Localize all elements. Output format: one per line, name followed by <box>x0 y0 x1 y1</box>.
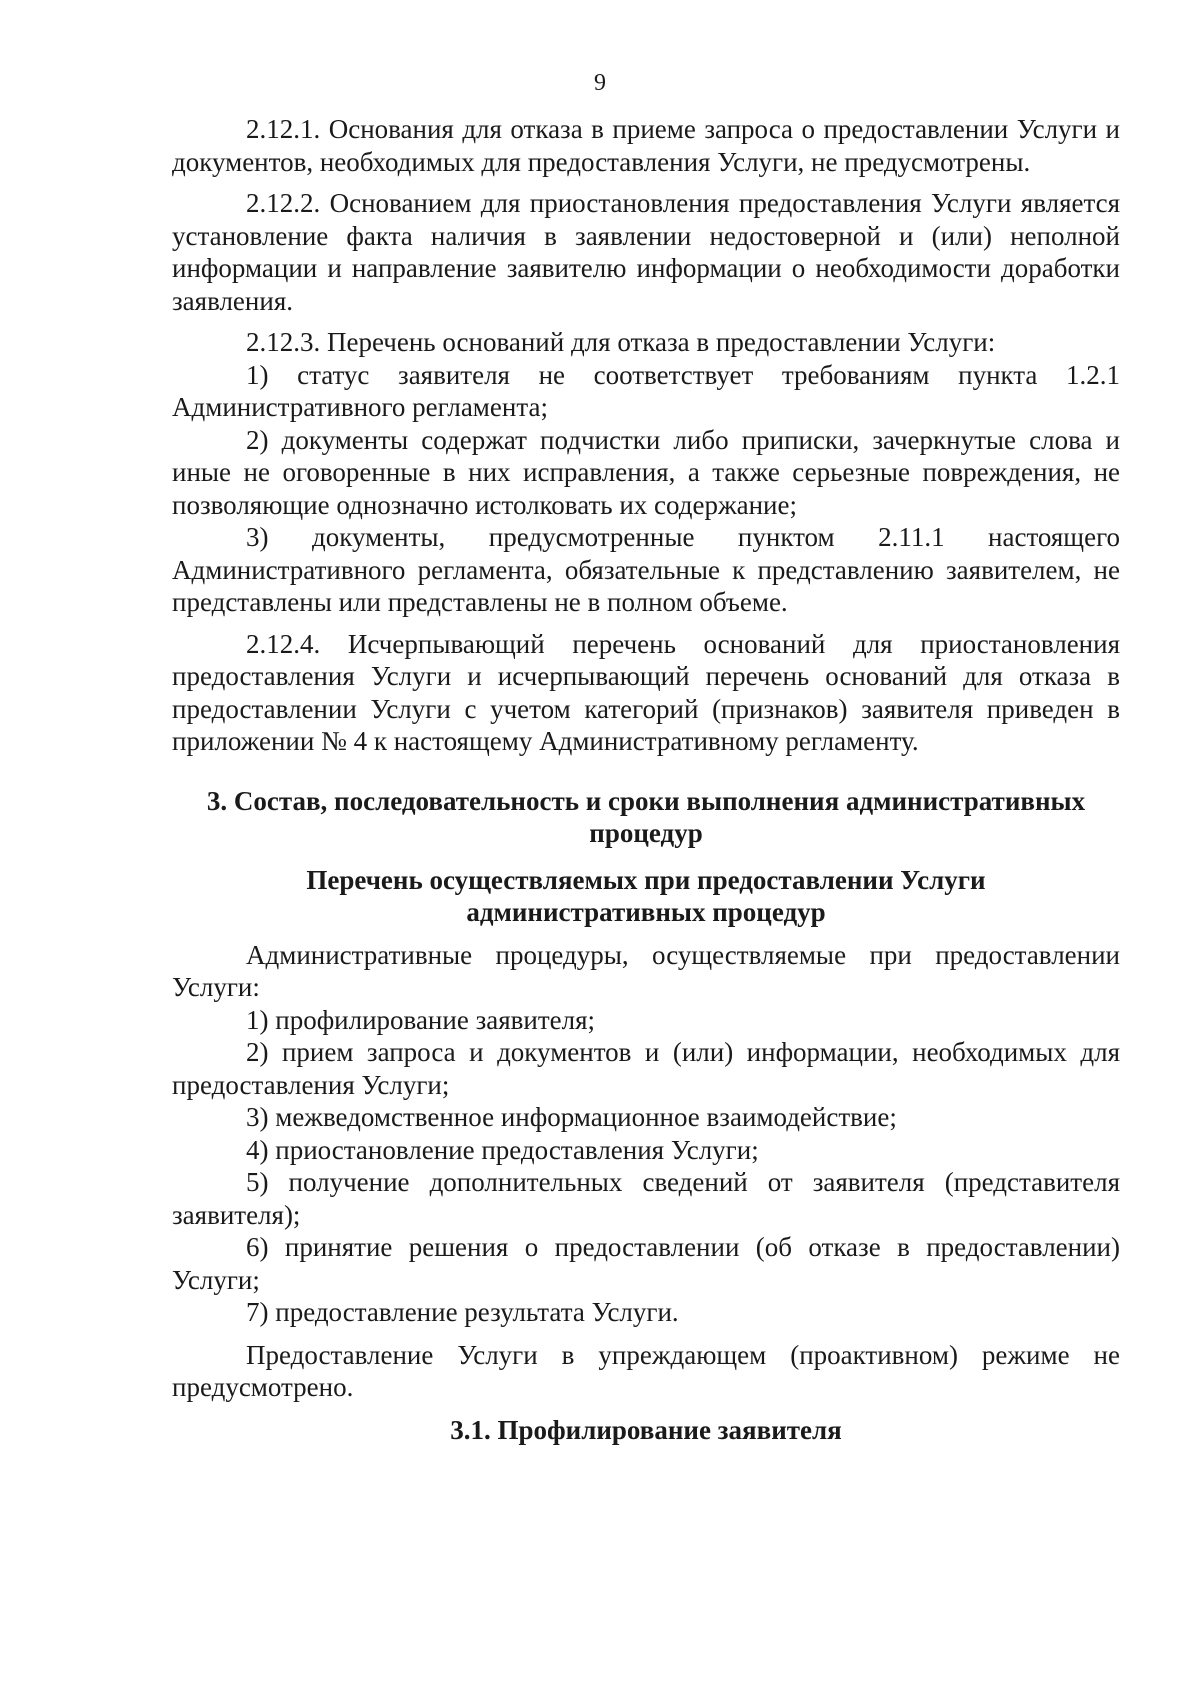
procedure-item: 2) прием запроса и документов и (или) информации, необходимых для предоставления Услуги; <box>172 1037 1120 1100</box>
page-number: 9 <box>594 70 606 96</box>
procedure-item: 4) приостановление предоставления Услуги; <box>246 1134 759 1165</box>
procedures-intro: Административные процедуры, осуществляемые при предоставлении Услуги: <box>172 939 1120 1002</box>
next-section-heading: 3.1. Профилирование заявителя <box>450 1414 842 1445</box>
list-item-refusal-1: 1) статус заявителя не соответствует требованиям пункта 1.2.1 Административного регламента; <box>172 359 1120 422</box>
page-body <box>172 113 1120 1446</box>
paragraph-2-12-3: 2.12.3. Перечень оснований для отказа в предоставлении Услуги: <box>246 327 996 357</box>
procedure-item: 7) предоставление результата Услуги. <box>246 1297 679 1327</box>
paragraph-2-12-4: 2.12.4. Исчерпывающий перечень оснований для приостановления предоставления Услуги и исчерпывающий перечень оснований для отказа в предоставлении Услуги с учетом категорий (признаков) заявителя приведен в приложении № 4 к настоящему Административному регламенту. <box>172 628 1120 756</box>
paragraph-2-12-2: 2.12.2. Основанием для приостановления предоставления Услуги является установление факта наличия в заявлении недостоверной и (или) неполной информации и направление заявителю информации о необходимости доработки заявления. <box>172 188 1120 316</box>
subsection-heading: Перечень осуществляемых при предоставлении Услуги административных процедур <box>306 864 986 927</box>
paragraph-2-12-1: 2.12.1. Основания для отказа в приеме запроса о предоставлении Услуги и документов, необходимых для предоставления Услуги, не предусмотрены. <box>172 114 1120 177</box>
procedure-item: 1) профилирование заявителя; <box>246 1004 596 1035</box>
list-item-refusal-3: 3) документы, предусмотренные пунктом 2.11.1 настоящего Административного регламента, обязательные к представлению заявителем, не представлены или представлены не в полном объеме. <box>172 522 1120 617</box>
proactive-note: Предоставление Услуги в упреждающем (проактивном) режиме не предусмотрено. <box>172 1339 1120 1402</box>
procedure-item: 3) межведомственное информационное взаимодействие; <box>246 1102 897 1132</box>
list-item-refusal-2: 2) документы содержат подчистки либо приписки, зачеркнутые слова и иные не оговоренные в них исправления, а также серьезные повреждения, не позволяющие однозначно истолковать их содержание; <box>172 424 1120 520</box>
procedure-item: 6) принятие решения о предоставлении (об отказе в предоставлении) Услуги; <box>172 1232 1120 1295</box>
section-heading: 3. Состав, последовательность и сроки выполнения административных процедур <box>206 785 1086 848</box>
procedure-item: 5) получение дополнительных сведений от заявителя (представителя заявителя); <box>172 1167 1120 1230</box>
